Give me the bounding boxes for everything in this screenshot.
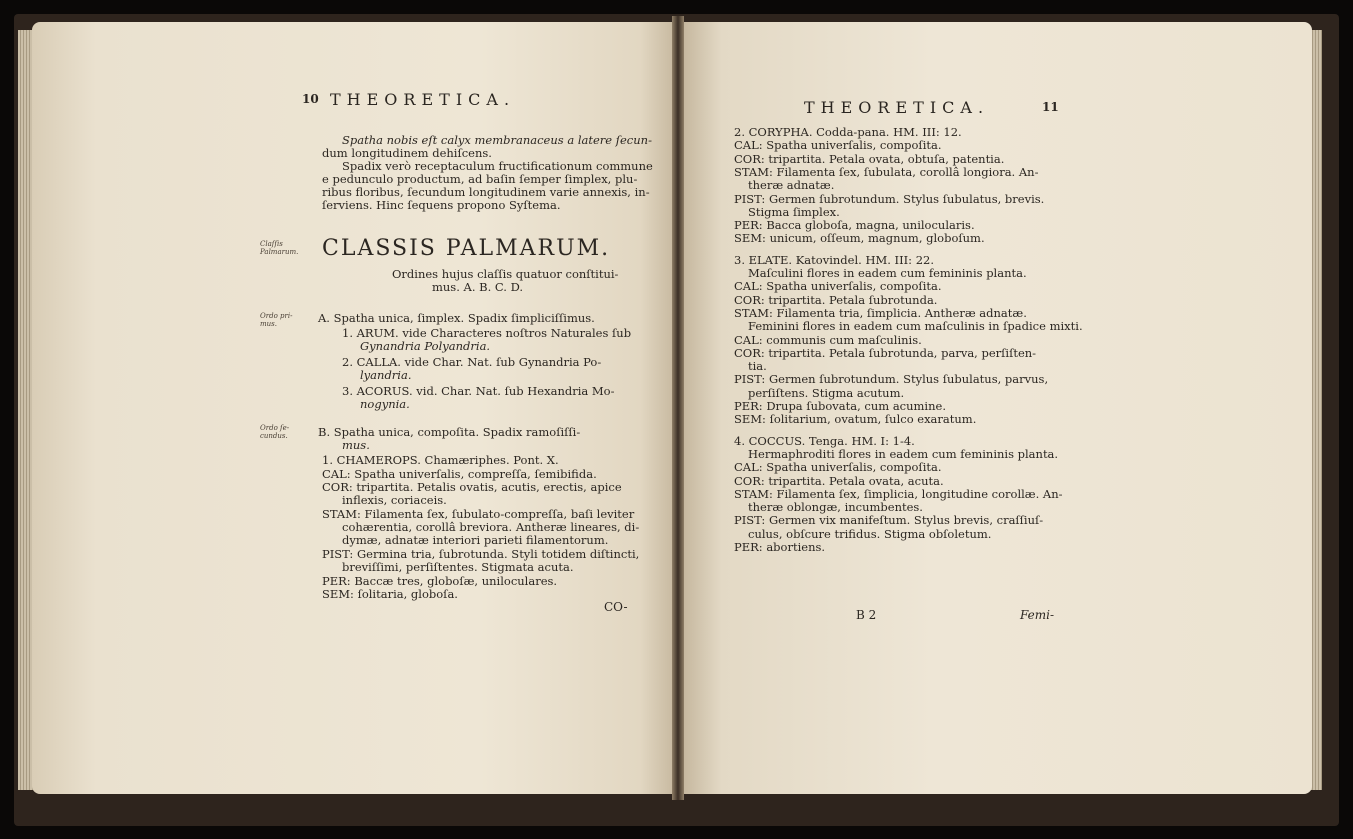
ordines-line: mus. A. B. C. D.	[432, 280, 524, 294]
intro-line: Spatha nobis eſt calyx membranaceus a latere ſecun-	[342, 133, 652, 147]
margin-note-ordo-primus: Ordo pri-mus.	[260, 312, 293, 328]
desc-line: STAM: Filamenta ſex, ſubulato-compreſſa, baſi leviter	[322, 507, 635, 521]
genus-b-title: 1. CHAMEROPS. Chamæriphes. Pont. X.	[322, 453, 559, 467]
text-line: tia.	[748, 359, 767, 374]
text-line: PER: Bacca globoſa, magna, unilocularis.	[734, 218, 975, 233]
right-running-head: THEORETICA.	[804, 98, 990, 117]
text-line: CAL: Spatha univerſalis, compoſita.	[734, 460, 942, 475]
text-line: Hermaphroditi flores in eadem cum femininis planta.	[748, 446, 1059, 461]
intro-line: e pedunculo productum, ad baſin ſemper ſimplex, plu-	[322, 172, 638, 186]
text-line: theræ oblongæ, incumbentes.	[748, 500, 923, 515]
desc-line: PER: Baccæ tres, globoſæ, uniloculares.	[322, 574, 558, 588]
margin-note-ordo-secundus: Ordo ſe-cundus.	[260, 424, 290, 440]
text-line: COR: tripartita. Petala ovata, acuta.	[734, 473, 944, 488]
text-line: STAM: Filamenta ſex, ſimplicia, longitudine corollæ. An-	[734, 486, 1063, 501]
section-title: CLASSIS PALMARUM.	[322, 236, 611, 261]
intro-line: Spadix verò receptaculum fructificationum commune	[342, 159, 653, 173]
desc-line: breviſſimi, perſiſtentes. Stigmata acuta.	[342, 560, 574, 574]
genus-line: nogynia.	[360, 397, 410, 411]
genus-line: 3. ACORUS. vid. Char. Nat. ſub Hexandria Mo-	[342, 384, 615, 398]
desc-line: PIST: Germina tria, ſubrotunda. Styli totidem diſtincti,	[322, 547, 640, 561]
right-page	[684, 22, 1312, 794]
right-catchword: Femi-	[1020, 608, 1055, 622]
left-catchword: CO-	[604, 600, 628, 614]
text-line: 2. CORYPHA. Codda-pana. HM. III: 12.	[734, 125, 962, 139]
book-gutter	[672, 16, 684, 800]
genus-line: 1. ARUM. vide Characteres noſtros Naturales ſub	[342, 326, 632, 340]
text-line: PIST: Germen vix manifeſtum. Stylus brevis, craſſiuſ-	[734, 513, 1044, 528]
desc-line: cohærentia, corollâ breviora. Antheræ lineares, di-	[342, 520, 640, 534]
text-line: PER: abortiens.	[734, 540, 826, 554]
text-line: CAL: Spatha univerſalis, compoſita.	[734, 279, 942, 294]
desc-line: inflexis, coriaceis.	[342, 493, 447, 507]
signature-mark: B 2	[856, 608, 877, 622]
text-line: STAM: Filamenta ſex, ſubulata, corollâ longiora. An-	[734, 164, 1039, 179]
intro-line: ſerviens. Hinc ſequens propono Syſtema.	[322, 198, 561, 212]
text-line: PIST: Germen ſubrotundum. Stylus ſubulatus, brevis.	[734, 191, 1045, 206]
desc-line: CAL: Spatha univerſalis, compreſſa, ſemibifida.	[322, 467, 597, 481]
text-line: SEM: ſolitarium, ovatum, ſulco exaratum.	[734, 412, 977, 427]
text-line: theræ adnatæ.	[748, 178, 835, 193]
ordo-b-line: B. Spatha unica, compoſita. Spadix ramoſiſſi-	[318, 425, 581, 439]
ordo-a-line: A. Spatha unica, ſimplex. Spadix ſimpliciſſimus.	[318, 311, 595, 325]
genus-line: lyandria.	[360, 368, 412, 382]
text-line: CAL: Spatha univerſalis, compoſita.	[734, 138, 942, 153]
text-line: STAM: Filamenta tria, ſimplicia. Antheræ adnatæ.	[734, 305, 1027, 320]
text-line: culus, obſcure trifidus. Stigma obſoletum.	[748, 526, 992, 541]
ordo-b-line: mus.	[342, 438, 370, 452]
text-line: PER: Drupa ſubovata, cum acumine.	[734, 399, 946, 413]
text-line: 4. COCCUS. Tenga. HM. I: 1-4.	[734, 433, 915, 448]
left-page-number: 10	[302, 92, 319, 106]
margin-note-classis: Claſſis Palmarum.	[260, 240, 299, 256]
text-line: 3. ELATE. Katovindel. HM. III: 22.	[734, 252, 935, 267]
text-line: Feminini flores in eadem cum maſculinis in ſpadice mixti.	[748, 319, 1083, 334]
text-line: COR: tripartita. Petala ſubrotunda.	[734, 292, 938, 307]
genus-line: 2. CALLA. vide Char. Nat. ſub Gynandria Po-	[342, 355, 602, 369]
text-line: perſiſtens. Stigma acutum.	[748, 385, 905, 400]
right-page-number: 11	[1042, 100, 1059, 114]
text-line: COR: tripartita. Petala ſubrotunda, parva, perſiſten-	[734, 345, 1037, 360]
text-line: PIST: Germen ſubrotundum. Stylus ſubulatus, parvus,	[734, 372, 1049, 387]
desc-line: dymæ, adnatæ interiori parieti filamentorum.	[342, 533, 609, 547]
text-line: CAL: communis cum maſculinis.	[734, 332, 922, 347]
genus-line: Gynandria Polyandria.	[360, 339, 491, 353]
left-page	[32, 22, 672, 794]
left-running-head: THEORETICA.	[330, 90, 516, 109]
text-line: SEM: unicum, oſſeum, magnum, globoſum.	[734, 231, 985, 246]
desc-line: SEM: ſolitaria, globoſa.	[322, 587, 458, 601]
desc-line: COR: tripartita. Petalis ovatis, acutis, erectis, apice	[322, 480, 622, 494]
text-line: COR: tripartita. Petala ovata, obtuſa, patentia.	[734, 151, 1005, 166]
intro-line: dum longitudinem dehiſcens.	[322, 146, 492, 160]
text-line: Stigma ſimplex.	[748, 204, 840, 219]
ordines-line: Ordines hujus claſſis quatuor conſtitui-	[392, 267, 619, 281]
intro-line: ribus floribus, ſecundum longitudinem varie annexis, in-	[322, 185, 650, 199]
text-line: Maſculini flores in eadem cum femininis planta.	[748, 266, 1027, 280]
